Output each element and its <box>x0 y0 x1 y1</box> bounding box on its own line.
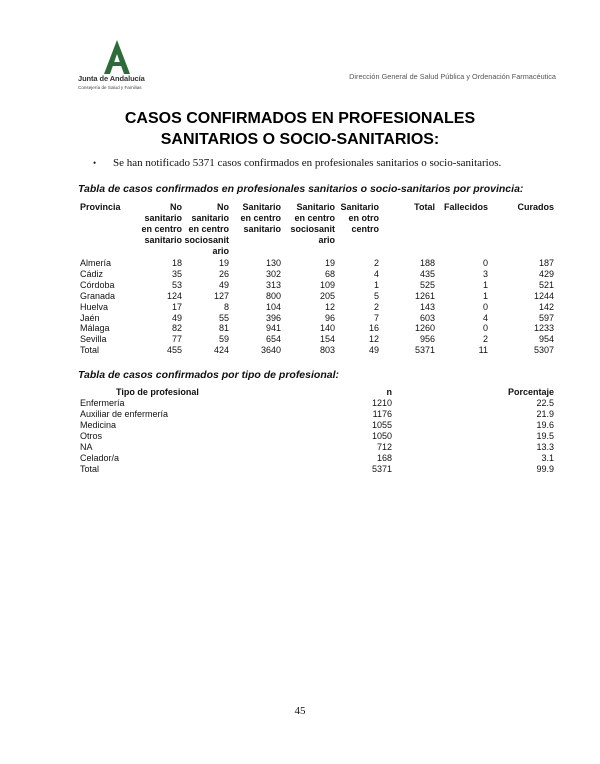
value-cell: 2 <box>373 301 379 312</box>
value-cell: 17 <box>171 301 182 312</box>
column-header <box>379 202 435 258</box>
value-cell: 68 <box>324 268 335 279</box>
column-header-line: en centro <box>141 224 182 234</box>
value-cell: 19 <box>324 258 335 268</box>
table-row <box>80 431 554 442</box>
value-cell: 5 <box>373 290 379 301</box>
value-cell: 302 <box>265 268 281 279</box>
column-header-porcentaje: Porcentaje <box>507 387 554 397</box>
column-header-line: sociosanit <box>184 235 229 245</box>
value-cell: 800 <box>265 290 281 301</box>
profession-cell: Auxiliar de enfermería <box>80 409 169 419</box>
value-cell: 7 <box>373 312 379 323</box>
value-cell: 597 <box>538 312 554 323</box>
province-cell: Córdoba <box>80 279 115 290</box>
table-row <box>80 420 554 431</box>
value-cell: 35 <box>171 268 182 279</box>
province-cell: Total <box>80 345 100 356</box>
value-cell: 55 <box>218 312 229 323</box>
summary-bullet <box>93 157 501 169</box>
value-cell: 941 <box>265 323 281 334</box>
value-cell: 49 <box>368 345 379 356</box>
value-cell: 455 <box>166 345 182 356</box>
profession-cell: NA <box>80 442 93 452</box>
table-row <box>80 334 554 345</box>
column-header-line: Curados <box>517 202 554 212</box>
value-cell: 16 <box>368 323 379 334</box>
column-header-line: Fallecidos <box>443 202 488 212</box>
total-row <box>80 345 554 356</box>
column-header-line: No <box>217 202 229 212</box>
value-cell: 429 <box>538 268 554 279</box>
column-header-line: en otro <box>348 213 379 223</box>
table-row <box>80 323 554 334</box>
column-header-line: sanitario <box>144 235 182 245</box>
value-cell: 5307 <box>533 345 554 356</box>
column-header-line: Total <box>414 202 435 212</box>
table-row <box>80 291 554 302</box>
column-header-line: sanitario <box>191 213 229 223</box>
percentage-cell: 3.1 <box>541 453 554 463</box>
column-header <box>229 202 281 258</box>
column-header <box>281 202 335 258</box>
column-header-line: centro <box>351 224 379 234</box>
value-cell: 140 <box>319 323 335 334</box>
province-cell: Málaga <box>80 323 110 334</box>
profession-cell: Enfermería <box>80 398 125 408</box>
junta-andalucia-logo-icon <box>100 40 134 74</box>
column-header <box>182 202 229 258</box>
summary-text: Se han notificado 5371 casos confirmados en profesionales sanitarios o socio-sanitarios. <box>113 157 502 169</box>
value-cell: 435 <box>419 268 435 279</box>
table-row <box>80 280 554 291</box>
value-cell: 1233 <box>533 323 554 334</box>
value-cell: 3640 <box>260 345 281 356</box>
column-header <box>488 202 554 258</box>
value-cell: 104 <box>265 301 281 312</box>
column-header <box>80 202 138 258</box>
value-cell: 12 <box>368 334 379 345</box>
column-header-line: Sanitario <box>296 202 335 212</box>
table-row <box>80 313 554 324</box>
value-cell: 205 <box>319 290 335 301</box>
value-cell: 11 <box>478 345 488 356</box>
column-header-line: en centro <box>240 213 281 223</box>
value-cell: 143 <box>419 301 435 312</box>
column-header-line: ario <box>318 235 335 245</box>
count-cell: 1050 <box>371 431 392 441</box>
column-header-line: en centro <box>188 224 229 234</box>
province-cell: Huelva <box>80 301 109 312</box>
value-cell: 109 <box>319 279 335 290</box>
value-cell: 130 <box>265 258 281 268</box>
percentage-cell: 19.6 <box>536 420 554 430</box>
table2-title: Tabla de casos confirmados por tipo de profesional: <box>78 369 339 381</box>
value-cell: 396 <box>265 312 281 323</box>
table-row <box>80 453 554 464</box>
profession-table <box>80 387 554 475</box>
profession-cell: Otros <box>80 431 103 441</box>
value-cell: 49 <box>171 312 182 323</box>
column-header-line: sociosanit <box>290 224 335 234</box>
profession-table-header-row <box>80 387 554 398</box>
value-cell: 12 <box>324 301 335 312</box>
percentage-cell: 13.3 <box>536 442 554 452</box>
value-cell: 1260 <box>414 323 435 334</box>
count-cell: 168 <box>376 453 392 463</box>
value-cell: 26 <box>218 268 229 279</box>
province-cell: Sevilla <box>80 334 107 345</box>
value-cell: 1 <box>482 290 488 301</box>
table-row <box>80 258 554 269</box>
value-cell: 954 <box>538 334 554 345</box>
value-cell: 956 <box>419 334 435 345</box>
page-title-line-1: CASOS CONFIRMADOS EN PROFESIONALES <box>124 110 476 127</box>
province-cell: Jaén <box>80 312 100 323</box>
value-cell: 0 <box>482 323 488 334</box>
table1-title: Tabla de casos confirmados en profesionales sanitarios o socio-sanitarios por provincia: <box>78 183 524 195</box>
value-cell: 4 <box>482 312 488 323</box>
value-cell: 313 <box>265 279 281 290</box>
count-cell: 712 <box>376 442 392 452</box>
bullet-marker: • <box>93 158 97 168</box>
table-row <box>80 409 554 420</box>
value-cell: 3 <box>482 268 488 279</box>
value-cell: 803 <box>319 345 335 356</box>
value-cell: 603 <box>419 312 435 323</box>
value-cell: 2 <box>373 258 379 268</box>
page-title <box>60 108 540 150</box>
value-cell: 81 <box>218 323 229 334</box>
percentage-cell: 99.9 <box>536 464 554 474</box>
profession-cell: Total <box>80 464 100 474</box>
value-cell: 8 <box>223 301 229 312</box>
table-row <box>80 269 554 280</box>
value-cell: 59 <box>218 334 229 345</box>
province-cell: Almería <box>80 258 112 268</box>
profession-cell: Medicina <box>80 420 117 430</box>
column-header-tipo: Tipo de profesional <box>116 387 199 397</box>
value-cell: 154 <box>319 334 335 345</box>
org-name: Junta de Andalucía <box>78 74 145 83</box>
value-cell: 0 <box>482 258 488 268</box>
value-cell: 127 <box>213 290 229 301</box>
value-cell: 19 <box>218 258 229 268</box>
column-header-line: sanitario <box>243 224 281 234</box>
value-cell: 1261 <box>414 290 435 301</box>
table-row <box>80 442 554 453</box>
province-cell: Granada <box>80 290 116 301</box>
value-cell: 82 <box>171 323 182 334</box>
province-table <box>80 202 554 356</box>
percentage-cell: 21.9 <box>536 409 554 419</box>
count-cell: 1055 <box>371 420 392 430</box>
column-header-line: Provincia <box>80 202 121 212</box>
province-cell: Cádiz <box>80 268 104 279</box>
column-header <box>435 202 488 258</box>
count-cell: 1176 <box>372 409 392 419</box>
value-cell: 53 <box>171 279 182 290</box>
profession-cell: Celador/a <box>80 453 120 463</box>
province-table-header-row <box>80 202 554 258</box>
column-header-line: No <box>170 202 182 212</box>
value-cell: 18 <box>171 258 182 268</box>
page-header <box>0 0 600 100</box>
total-row <box>80 464 554 475</box>
percentage-cell: 19.5 <box>536 431 554 441</box>
value-cell: 424 <box>213 345 229 356</box>
value-cell: 525 <box>419 279 435 290</box>
value-cell: 654 <box>265 334 281 345</box>
table-row <box>80 398 554 409</box>
value-cell: 124 <box>166 290 182 301</box>
value-cell: 2 <box>482 334 488 345</box>
value-cell: 187 <box>538 258 554 268</box>
value-cell: 1 <box>373 279 379 290</box>
column-header <box>138 202 182 258</box>
table-row <box>80 302 554 313</box>
column-header-line: sanitario <box>144 213 182 223</box>
value-cell: 188 <box>419 258 435 268</box>
junta-andalucia-logo <box>78 40 154 96</box>
page-title-line-2: SANITARIOS O SOCIO-SANITARIOS: <box>160 131 440 148</box>
count-cell: 1210 <box>371 398 392 408</box>
column-header-line: Sanitario <box>340 202 379 212</box>
column-header <box>335 202 379 258</box>
value-cell: 77 <box>171 334 182 345</box>
value-cell: 1244 <box>533 290 554 301</box>
value-cell: 96 <box>324 312 335 323</box>
column-header-n: n <box>386 387 392 397</box>
value-cell: 1 <box>482 279 488 290</box>
count-cell: 5371 <box>371 464 392 474</box>
header-department: Dirección General de Salud Pública y Ordenación Farmacéutica <box>349 72 556 81</box>
value-cell: 521 <box>538 279 554 290</box>
column-header-line: ario <box>212 246 229 256</box>
value-cell: 4 <box>373 268 379 279</box>
percentage-cell: 22.5 <box>536 398 554 408</box>
page-number: 45 <box>294 705 306 717</box>
value-cell: 142 <box>538 301 554 312</box>
value-cell: 0 <box>482 301 488 312</box>
value-cell: 5371 <box>414 345 435 356</box>
value-cell: 49 <box>218 279 229 290</box>
org-subtitle: Consejería de Salud y Familias <box>78 85 142 90</box>
column-header-line: en centro <box>294 213 335 223</box>
column-header-line: Sanitario <box>242 202 281 212</box>
